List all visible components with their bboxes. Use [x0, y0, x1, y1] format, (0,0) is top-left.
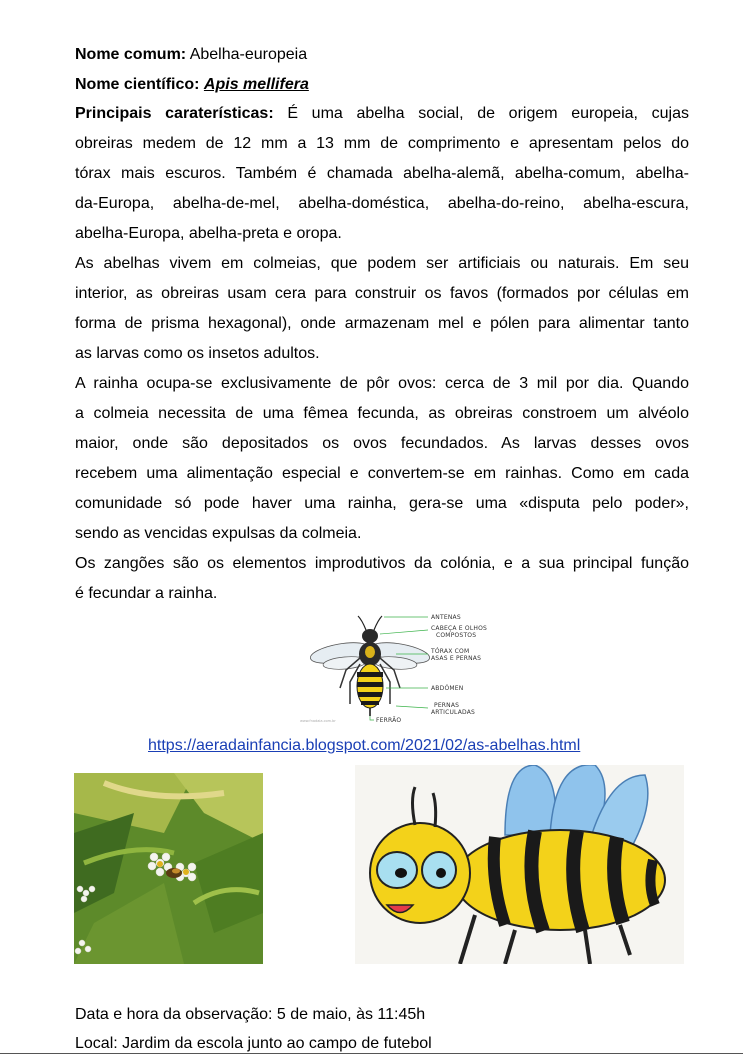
bee-abdomen-stripe [358, 692, 382, 697]
bee-photo [74, 773, 263, 964]
paragraph-line: interior, as obreiras usam cera para construir os favos (formados por células em [75, 285, 689, 302]
paragraph-line: maior, onde são depositados os ovos fecundados. As larvas desses ovos [75, 435, 689, 452]
traits-text-first: É uma abelha social, de origem europeia, cujas [287, 105, 689, 122]
paragraph-line: forma de prisma hexagonal), onde armazenam mel e pólen para alimentar tanto [75, 315, 689, 332]
leader-line [396, 706, 428, 708]
bee-drawing-art [355, 765, 684, 964]
source-link[interactable]: https://aeradainfancia.blogspot.com/2021/02/as-abelhas.html [148, 737, 581, 754]
leader-line [370, 716, 374, 720]
label-head: CABEÇA E OLHOS [431, 625, 488, 632]
paragraph-line: tórax mais escuros. Também é chamada abelha-alemã, abelha-comum, abelha- [75, 165, 689, 182]
bee-antenna [358, 616, 366, 630]
paragraph-line: Os zangões são os elementos improdutivos da colónia, e a sua principal função [75, 555, 689, 572]
leader-line [380, 630, 428, 634]
traits-line-first [75, 104, 689, 124]
scientific-name-value: Apis mellifera [203, 76, 309, 93]
bee-antenna [374, 616, 382, 630]
paragraph-line: é fecundar a rainha. [75, 585, 218, 602]
paragraph-line: As abelhas vivem em colmeias, que podem ser artificiais ou naturais. Em seu [75, 255, 689, 272]
common-name-value: Abelha-europeia [189, 46, 308, 63]
common-name-label: Nome comum: [75, 46, 187, 63]
label-legs-2: ARTICULADAS [431, 709, 476, 716]
label-thorax: TÓRAX COM [431, 648, 470, 655]
label-thorax-2: ASAS E PERNAS [431, 655, 482, 662]
bee-drawing [355, 765, 684, 964]
label-abdomen: ABDÓMEN [431, 685, 464, 692]
paragraph-line: obreiras medem de 12 mm a 13 mm de comprimento e apresentam pelos do [75, 135, 689, 152]
traits-label: Principais caraterísticas: [75, 105, 274, 122]
diagram-watermark: www.fnadaia.com.br [300, 719, 336, 723]
label-stinger: FERRÃO [376, 717, 402, 724]
paragraph-line: comunidade só pode haver uma rainha, gera-se uma «disputa pelo poder», [75, 495, 689, 512]
paragraph-line: recebem uma alimentação especial e convertem-se em rainhas. Como em cada [75, 465, 689, 482]
bee-thorax-spot [365, 646, 375, 658]
bee-anatomy-diagram [300, 608, 510, 726]
bee-head [362, 629, 378, 643]
common-name-line [75, 45, 307, 65]
paragraph-line: sendo as vencidas expulsas da colmeia. [75, 525, 362, 542]
scientific-name-line [75, 75, 309, 95]
observation-datetime: Data e hora da observação: 5 de maio, às 11:45h [75, 1006, 426, 1023]
bee-abdomen-stripe [357, 682, 383, 687]
bee-abdomen-stripe [361, 701, 379, 705]
label-antennas: ANTENAS [431, 614, 461, 621]
paragraph-line: abelha-Europa, abelha-preta e oropa. [75, 225, 342, 242]
scientific-name-label: Nome científico: [75, 76, 200, 93]
paragraph-line: A rainha ocupa-se exclusivamente de pôr ovos: cerca de 3 mil por dia. Quando [75, 375, 689, 392]
paragraph-line: as larvas como os insetos adultos. [75, 345, 320, 362]
label-head-2: COMPOSTOS [436, 632, 477, 639]
label-legs: PERNAS [434, 702, 460, 709]
paragraph-line: a colmeia necessita de uma fêmea fecunda, as obreiras constroem um alvéolo [75, 405, 689, 422]
bee-photo-drawing [74, 773, 263, 964]
bee-abdomen-stripe [357, 672, 383, 677]
page-bottom-rule [0, 1053, 743, 1054]
observation-place: Local: Jardim da escola junto ao campo de futebol [75, 1035, 432, 1052]
paragraph-line: da-Europa, abelha-de-mel, abelha-doméstica, abelha-do-reino, abelha-escura, [75, 195, 689, 212]
